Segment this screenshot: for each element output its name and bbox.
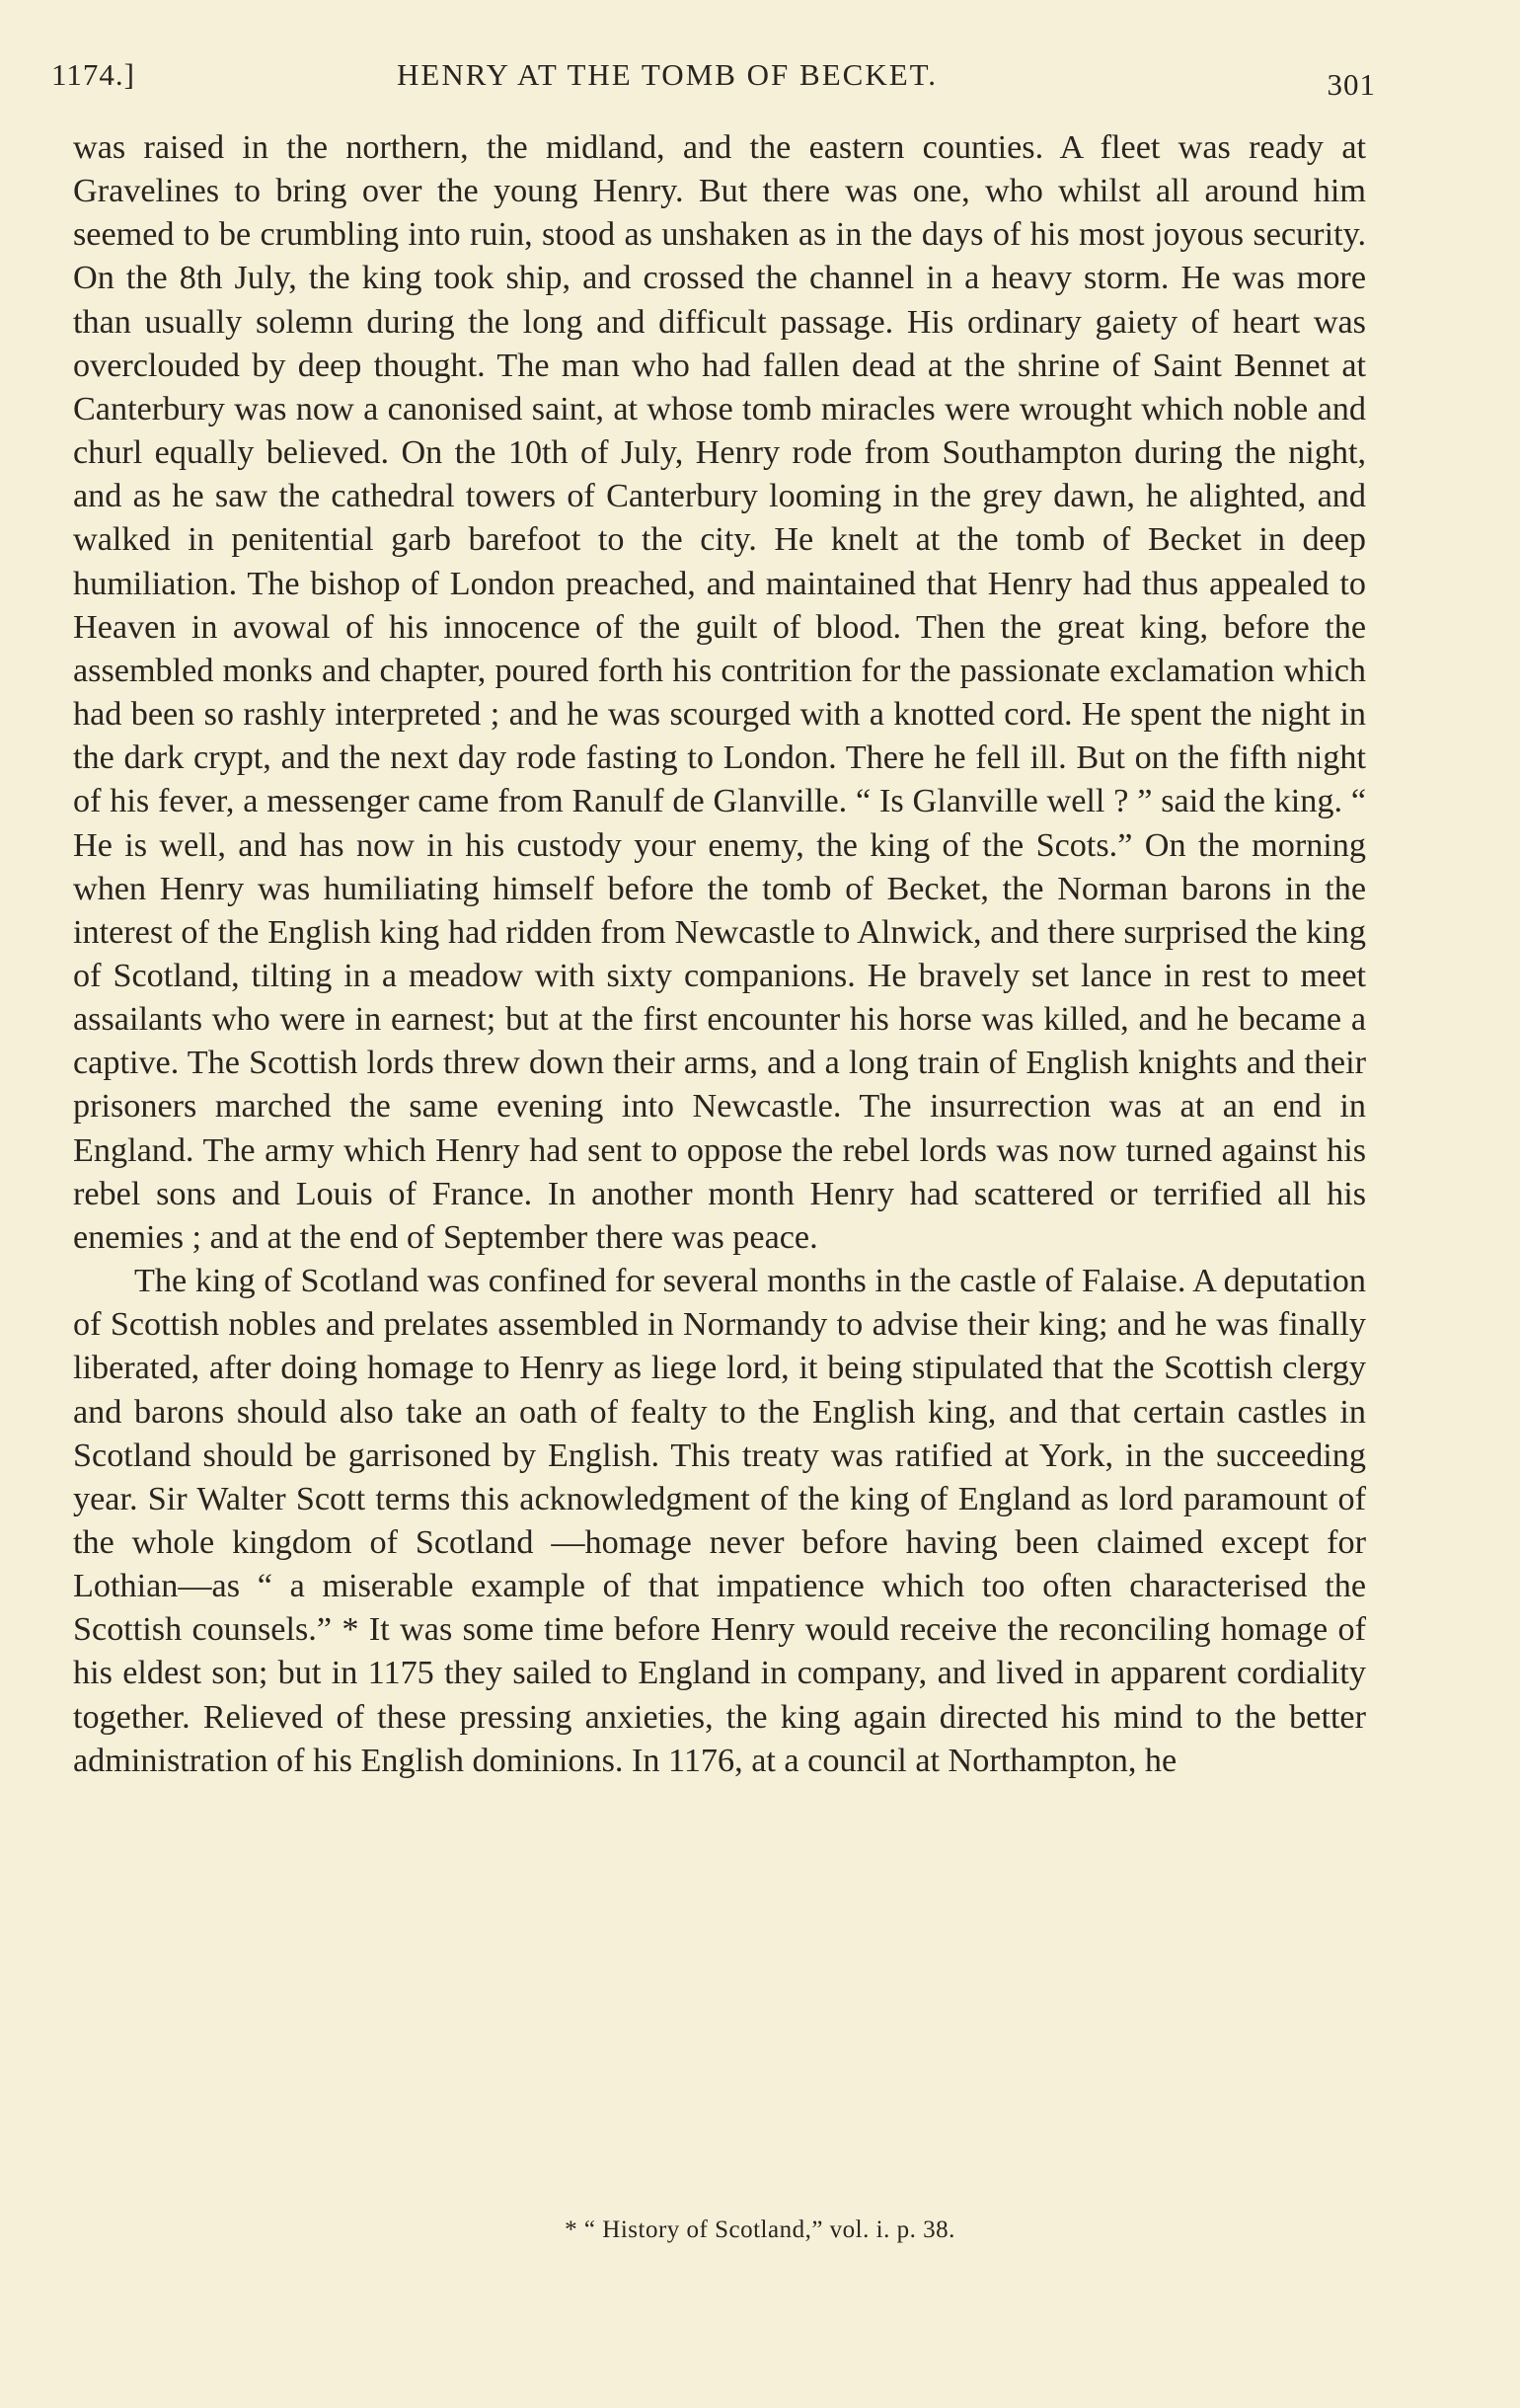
header-year: 1174.] — [51, 57, 135, 92]
header-title: HENRY AT THE TOMB OF BECKET. — [397, 57, 939, 92]
footnote: * “ History of Scotland,” vol. i. p. 38. — [565, 2216, 955, 2243]
body-text — [73, 126, 1366, 1783]
page-number: 301 — [1327, 67, 1376, 102]
running-header — [51, 57, 1376, 107]
paragraph-1: was raised in the northern, the midland, and the eastern counties. A fleet was ready at Gravelines to bring over the young Henry. But there was one, who whilst all around him seemed to be crumbling into ruin, stood as unshaken as in the days of his most joyous security. On the 8th July, the king took ship, and crossed the channel in a heavy storm. He was more than usually solemn during the long and difficult passage. His ordinary gaiety of heart was overclouded by deep thought. The man who had fallen dead at the shrine of Saint Bennet at Canterbury was now a canonised saint, at whose tomb miracles were wrought which noble and churl equally believed. On the 10th of July, Henry rode from Southampton during the night, and as he saw the cathedral towers of Canterbury looming in the grey dawn, he alighted, and walked in penitential garb barefoot to the city. He knelt at the tomb of Becket in deep humiliation. The bishop of London preached, and maintained that Henry had thus appealed to Heaven in avowal of his innocence of the guilt of blood. Then the great king, before the assembled monks and chapter, poured forth his contrition for the passionate exclamation which had been so rashly interpreted ; and he was scourged with a knotted cord. He spent the night in the dark crypt, and the next day rode fasting to London. There he fell ill. But on the fifth night of his fever, a messenger came from Ranulf de Glanville. “ Is Glanville well ? ” said the king. “ He is well, and has now in his custody your enemy, the king of the Scots.” On the morning when Henry was humiliating himself before the tomb of Becket, the Norman barons in the interest of the English king had ridden from Newcastle to Alnwick, and there surprised the king of Scotland, tilting in a meadow with sixty companions. He bravely set lance in rest to meet assailants who were in earnest; but at the first encounter his horse was killed, and he became a captive. The Scottish lords threw down their arms, and a long train of English knights and their prisoners marched the same evening into Newcastle. The insurrection was at an end in England. The army which Henry had sent to oppose the rebel lords was now turned against his rebel sons and Louis of France. In another month Henry had scattered or terrified all his enemies ; and at the end of September there was peace. — [73, 129, 1366, 1256]
paragraph-2: The king of Scotland was confined for several months in the castle of Falaise. A deputation of Scottish nobles and prelates assembled in Normandy to advise their king; and he was finally liberated, after doing homage to Henry as liege lord, it being stipulated that the Scottish clergy and barons should also take an oath of fealty to the English king, and that certain castles in Scotland should be garrisoned by English. This treaty was ratified at York, in the succeeding year. Sir Walter Scott terms this acknowledgment of the king of England as lord paramount of the whole kingdom of Scotland —homage never before having been claimed except for Lothian—as “ a miserable example of that impatience which too often characterised the Scottish counsels.” * It was some time before Henry would receive the reconciling homage of his eldest son; but in 1175 they sailed to England in company, and lived in apparent cordiality together. Relieved of these pressing anxieties, the king again directed his mind to the better administration of his English dominions. In 1176, at a council at Northampton, he — [73, 1263, 1366, 1779]
